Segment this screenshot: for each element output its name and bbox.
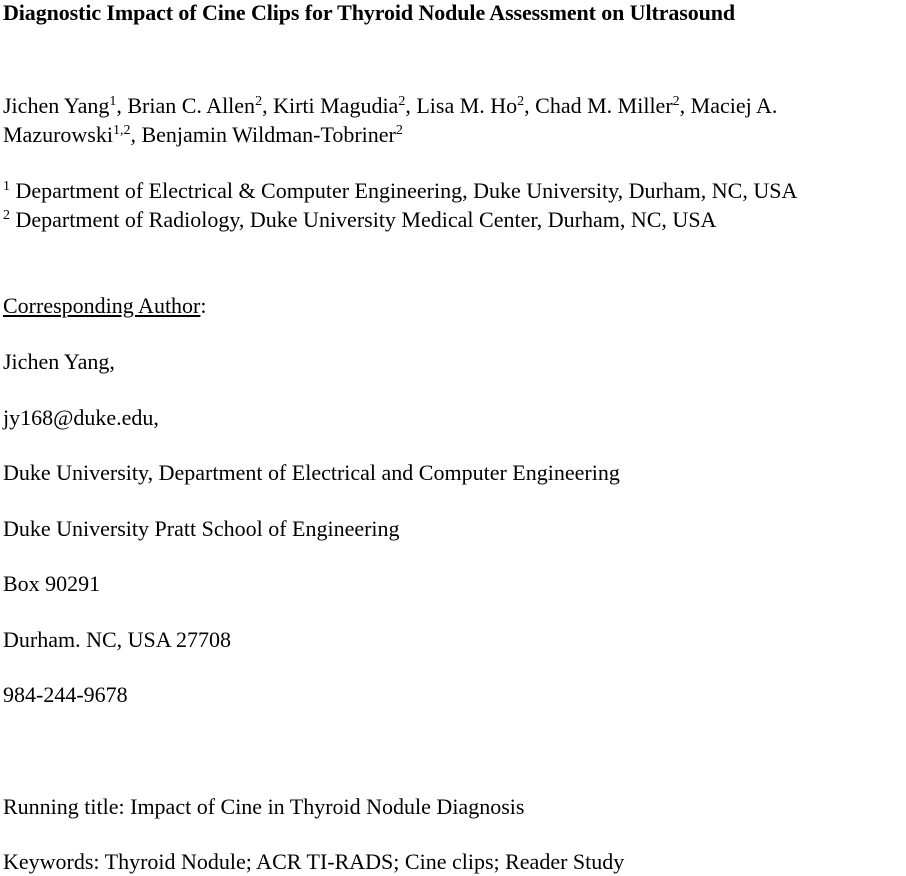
affiliation-text: Department of Radiology, Duke University Medical Center, Durham, NC, USA — [10, 207, 717, 232]
affiliation-mark: 2 — [3, 208, 10, 223]
author: Benjamin Wildman-Tobriner$^2$ — [141, 122, 403, 147]
author-affiliation-mark: 2 — [517, 94, 525, 109]
corresponding-author-department: Duke University, Department of Electrical and Computer Engineering — [3, 460, 620, 485]
author-affiliation-mark: 1,2 — [112, 123, 131, 138]
affiliation-mark: 1 — [3, 179, 10, 194]
author: Kirti Magudia$^2$, — [273, 93, 417, 118]
corresponding-author-box: Box 90291 — [3, 571, 101, 596]
author-affiliation-mark: 2 — [672, 94, 680, 109]
affiliation-text: Department of Electrical & Computer Engineering, Duke University, Durham, NC, USA — [10, 178, 798, 203]
corresponding-author-email: jy168@duke.edu, — [3, 405, 159, 430]
author: Maciej A. Mazurowski$^{1,2}$, — [3, 93, 778, 147]
author: Lisa M. Ho$^2$, — [416, 93, 536, 118]
corresponding-author-school: Duke University Pratt School of Engineering — [3, 516, 400, 541]
corresponding-author-city: Durham. NC, USA 27708 — [3, 627, 231, 652]
author-list — [3, 91, 903, 149]
paper-title: Diagnostic Impact of Cine Clips for Thyroid Nodule Assessment on Ultrasound — [3, 0, 736, 25]
affiliation-1 — [3, 177, 797, 205]
keywords: Keywords: Thyroid Nodule; ACR TI-RADS; Cine clips; Reader Study — [3, 849, 625, 874]
author-affiliation-mark: 2 — [395, 123, 403, 138]
author: Chad M. Miller$^2$, — [535, 93, 691, 118]
corresponding-author-heading: Corresponding Author: — [3, 293, 207, 318]
author: Brian C. Allen$^2$, — [127, 93, 274, 118]
author-affiliation-mark: 2 — [398, 94, 406, 109]
running-title: Running title: Impact of Cine in Thyroid Nodule Diagnosis — [3, 794, 525, 819]
author-affiliation-mark: 1 — [109, 94, 117, 109]
author-affiliation-mark: 2 — [255, 94, 263, 109]
corresponding-author-name: Jichen Yang, — [3, 349, 115, 374]
author: Jichen Yang$^1$, — [3, 93, 128, 118]
corresponding-author-phone: 984-244-9678 — [3, 682, 128, 707]
affiliation-2 — [3, 206, 716, 234]
